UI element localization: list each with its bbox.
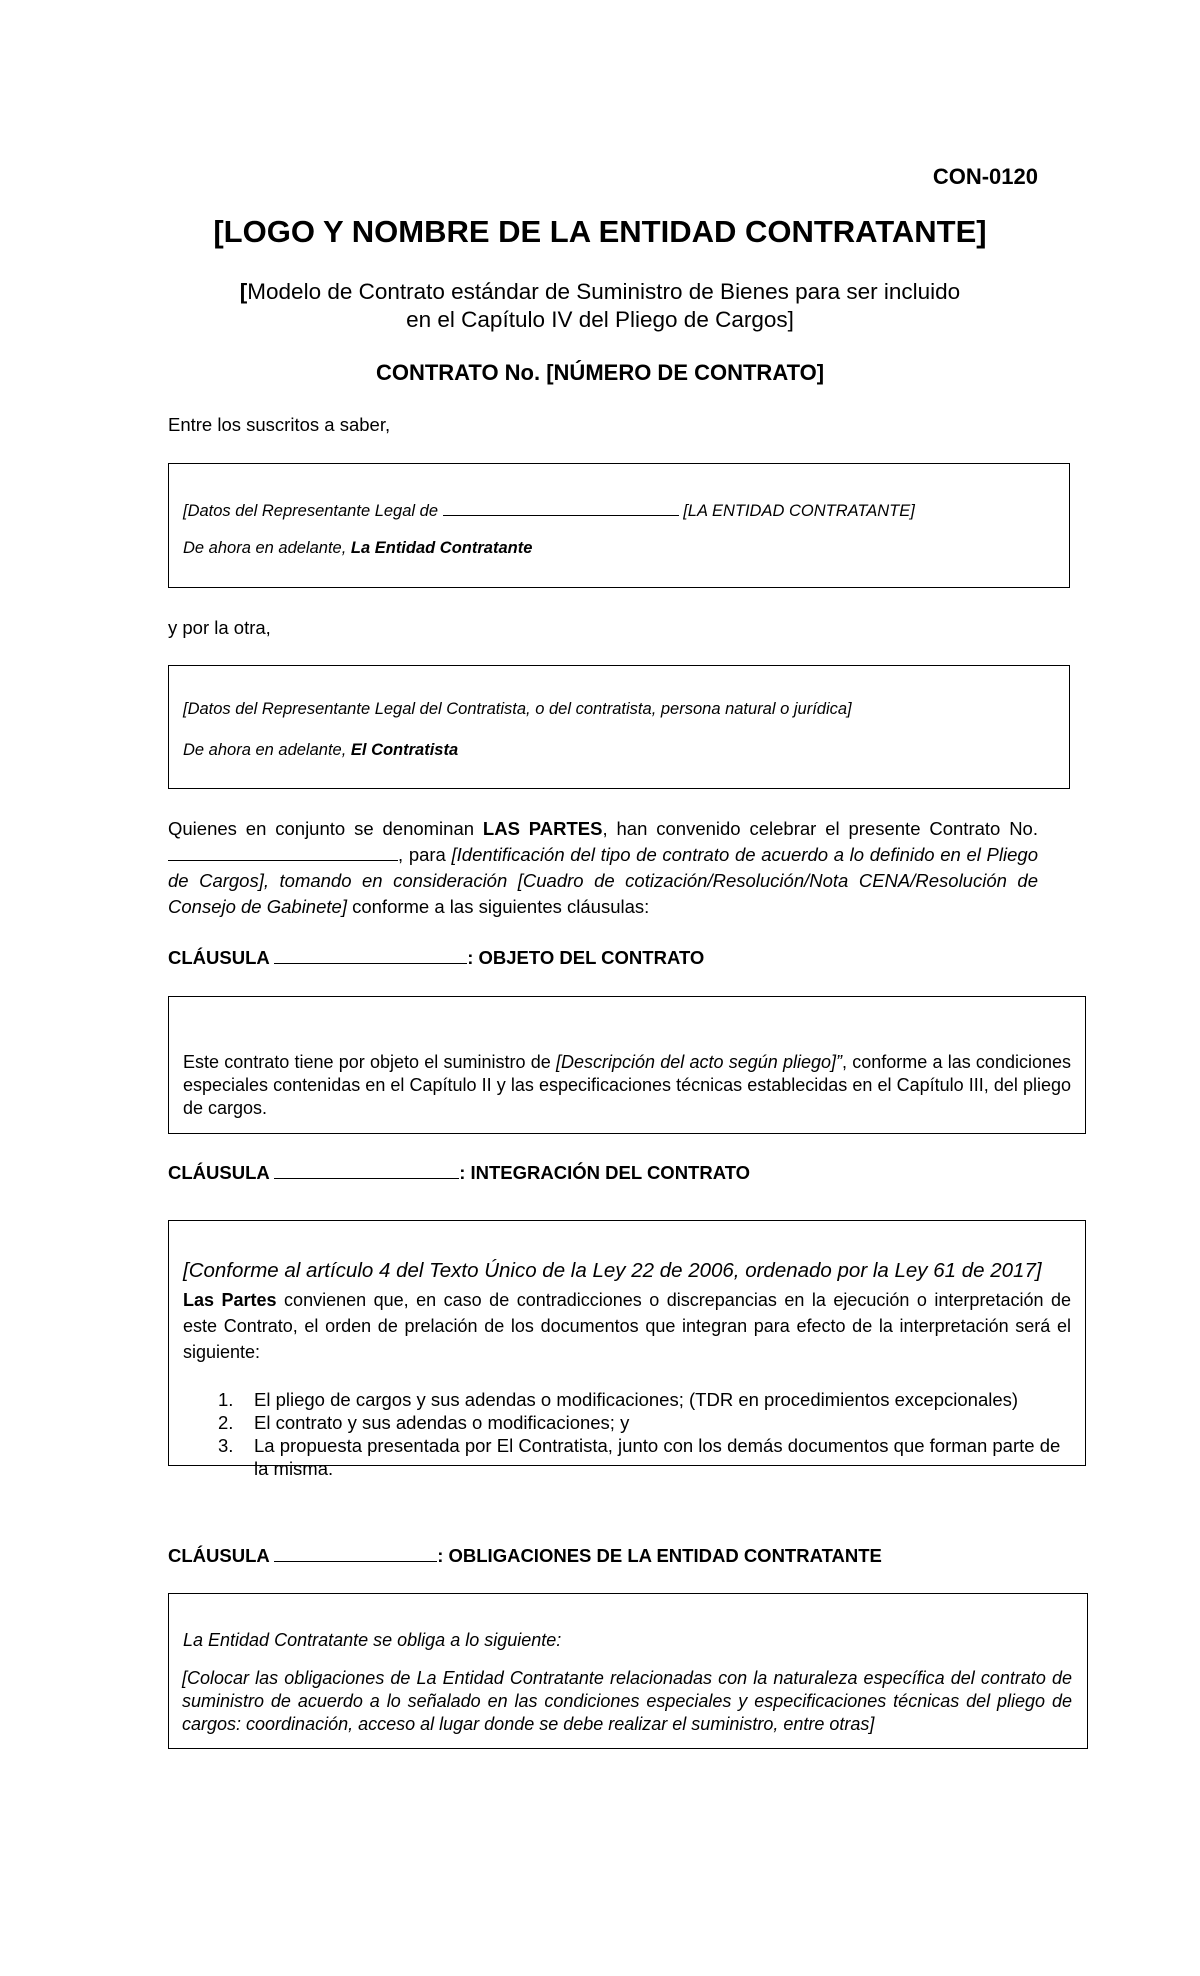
clause3-blank	[274, 1544, 437, 1562]
list-item-text: El pliego de cargos y sus adendas o modificaciones; (TDR en procedimientos excepcionales)	[254, 1389, 1019, 1410]
party1-alias-name: La Entidad Contratante	[350, 539, 533, 557]
clause1-box	[168, 996, 1086, 1134]
clause2-body: convienen que, en caso de contradicciones o discrepancias en la ejecución o interpretación de este Contrato, el orden de prelación de los documentos que integran para efecto de la interpretación será el siguiente:	[183, 1290, 1071, 1362]
parties-p4: conforme a las siguientes cláusulas:	[346, 896, 650, 917]
clause3-lead: La Entidad Contratante se obliga a lo siguiente:	[183, 1630, 562, 1650]
clause1-t2: , conforme a las condiciones especiales contenidas en el Capítulo II y las especificaciones técnicas establecidas en el Capítulo III, del pliego de cargos.	[183, 1052, 1071, 1118]
clause2-title: : INTEGRACIÓN DEL CONTRATO	[459, 1162, 751, 1183]
clause1-label: CLÁUSULA	[168, 947, 275, 968]
list-item	[218, 1411, 1074, 1434]
precedence-list	[218, 1388, 1074, 1480]
clause3-title: : OBLIGACIONES DE LA ENTIDAD CONTRATANTE	[437, 1545, 882, 1566]
clause1-blank	[274, 946, 467, 964]
party1-data	[183, 498, 915, 521]
list-item-text: La propuesta presentada por El Contratista, junto con los demás documentos que forman parte de la misma.	[254, 1435, 1061, 1479]
party1-text-b: [LA ENTIDAD CONTRATANTE]	[683, 502, 915, 520]
subtitle-line-2: en el Capítulo IV del Pliego de Cargos]	[406, 307, 794, 332]
party2-alias	[183, 741, 458, 760]
clause1-italic: [Descripción del acto según pliego]”	[555, 1052, 842, 1072]
list-item-number: 3.	[218, 1435, 234, 1456]
clause2-heading-italic: [Conforme al artículo 4 del Texto Único de la Ley 22 de 2006, ordenado por la Ley 61 de 2017]	[183, 1259, 1042, 1282]
list-item	[218, 1434, 1074, 1480]
contract-number-blank	[168, 843, 398, 861]
party1-alias	[183, 539, 532, 558]
party2-alias-prefix: De ahora en adelante,	[183, 741, 351, 759]
clause3-heading	[168, 1544, 882, 1567]
list-item-text: El contrato y sus adendas o modificaciones; y	[254, 1412, 630, 1433]
parties-italic: [Identificación del tipo de contrato de acuerdo a lo definido en el Pliego de Cargos], tomando en consideración [Cuadro de cotización/Resolución/Nota CENA/Resolución de Consejo de Gabinete]	[168, 844, 1038, 917]
list-item-number: 1.	[218, 1389, 234, 1410]
list-item-number: 2.	[218, 1412, 234, 1433]
party1-text-a: [Datos del Representante Legal de	[183, 502, 439, 520]
clause1-title: : OBJETO DEL CONTRATO	[467, 947, 705, 968]
party2-data: [Datos del Representante Legal del Contratista, o del contratista, persona natural o jurídica]	[183, 700, 852, 718]
party2-box	[168, 665, 1070, 789]
clause1-text	[183, 1051, 1071, 1120]
list-item	[218, 1388, 1074, 1411]
clause2-bold-lead: Las Partes	[183, 1290, 277, 1310]
document-code: CON-0120	[932, 164, 1038, 189]
party1-box	[168, 463, 1070, 588]
parties-p2: , han convenido celebrar el presente Contrato No.	[602, 818, 1038, 839]
party1-blank-line	[443, 498, 679, 516]
document-subtitle	[0, 278, 1200, 334]
clause1-heading	[168, 946, 704, 969]
parties-p1: Quienes en conjunto se denominan	[168, 818, 483, 839]
document-title: [LOGO Y NOMBRE DE LA ENTIDAD CONTRATANTE]	[213, 214, 987, 249]
parties-bold: LAS PARTES	[482, 818, 603, 839]
subtitle-line-1: Modelo de Contrato estándar de Suministro de Bienes para ser incluido	[247, 279, 961, 304]
parties-paragraph	[168, 816, 1038, 920]
intro-text: Entre los suscritos a saber,	[168, 414, 391, 435]
clause3-label: CLÁUSULA	[168, 1545, 275, 1566]
contract-number-heading: CONTRATO No. [NÚMERO DE CONTRATO]	[375, 360, 825, 385]
connector-text: y por la otra,	[168, 617, 271, 638]
clause2-heading	[168, 1161, 750, 1184]
clause1-t1: Este contrato tiene por objeto el suministro de	[183, 1052, 556, 1072]
clause2-label: CLÁUSULA	[168, 1162, 275, 1183]
party2-alias-name: El Contratista	[350, 741, 459, 759]
clause3-text: [Colocar las obligaciones de La Entidad Contratante relacionadas con la naturaleza específica del contrato de suministro de acuerdo a lo señalado en las condiciones especiales y especificaciones técnicas del pliego de cargos: coordinación, acceso al lugar donde se debe realizar el suministro, entre otras]	[182, 1668, 1072, 1734]
parties-p3: , para	[398, 844, 452, 865]
clause2-blank	[274, 1161, 459, 1179]
clause2-text	[183, 1287, 1071, 1365]
subtitle-bracket: [	[239, 279, 248, 304]
party1-alias-prefix: De ahora en adelante,	[183, 539, 351, 557]
